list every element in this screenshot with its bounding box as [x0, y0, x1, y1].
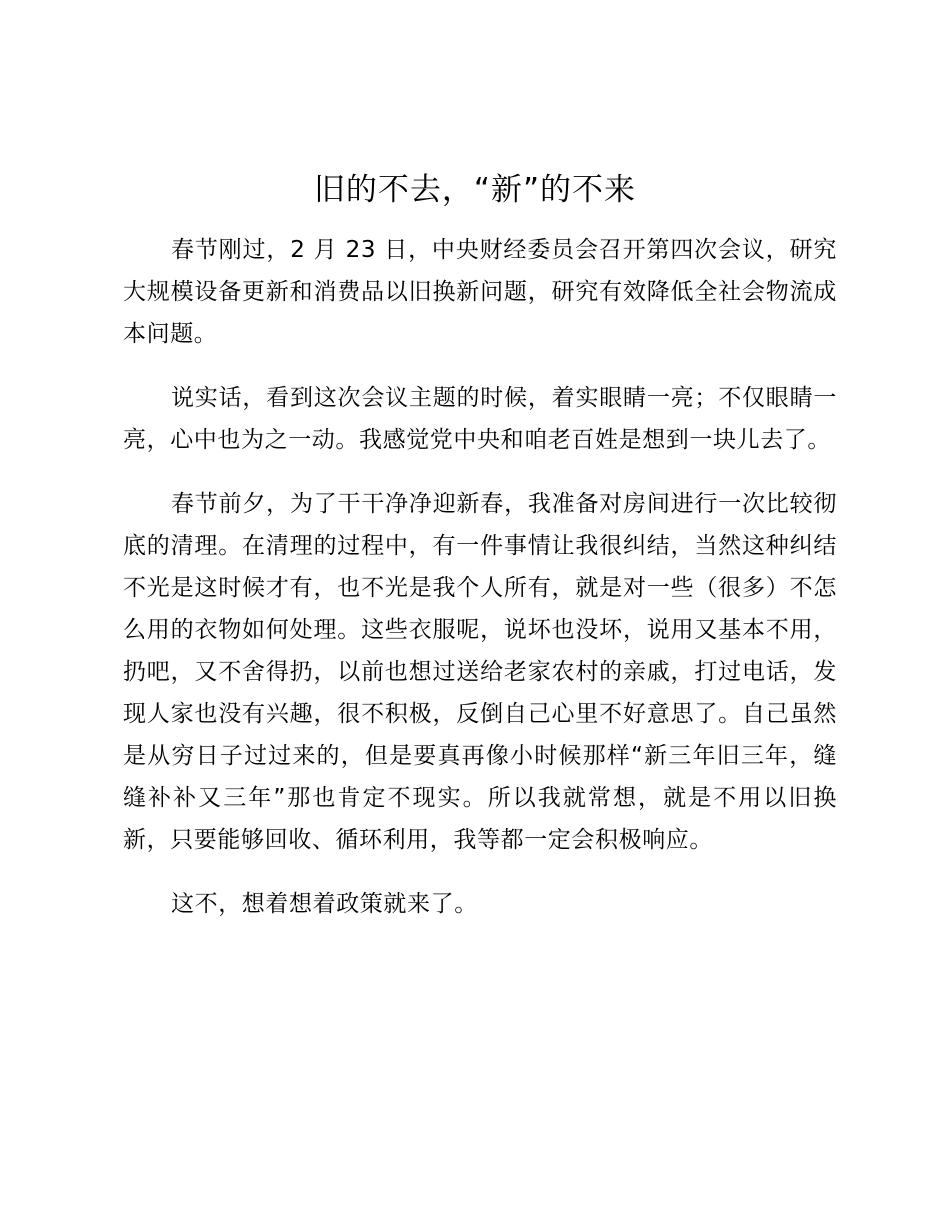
paragraph-1: 春节刚过，2 月 23 日，中央财经委员会召开第四次会议，研究大规模设备更新和消费品以旧换新问题，研究有效降低全社会物流成本问题。 [123, 237, 837, 347]
document-body [123, 229, 837, 947]
paragraph-3: 春节前夕，为了干干净净迎新春，我准备对房间进行一次比较彻底的清理。在清理的过程中，有一件事情让我很纠结，当然这种纠结不光是这时候才有，也不光是我个人所有，就是对一些（很多）不怎么用的衣物如何处理。这些衣服呢，说坏也没坏，说用又基本不用，扔吧，又不舍得扔，以前也想过送给老家农村的亲戚，打过电话，发现人家也没有兴趣，很不积极，反倒自己心里不好意思了。自己虽然是从穷日子过过来的，但是要真再像小时候那样“新三年旧三年，缝缝补补又三年”那也肯定不现实。所以我就常想，就是不用以旧换新，只要能够回收、循环利用，我等都一定会积极响应。 [123, 491, 837, 853]
paragraph-4: 这不，想着想着政策就来了。 [171, 891, 478, 917]
paragraph-2: 说实话，看到这次会议主题的时候，着实眼睛一亮；不仅眼睛一亮，心中也为之一动。我感觉党中央和咱老百姓是想到一块儿去了。 [123, 385, 837, 453]
document-title: 旧的不去，“新”的不来 [313, 172, 637, 208]
